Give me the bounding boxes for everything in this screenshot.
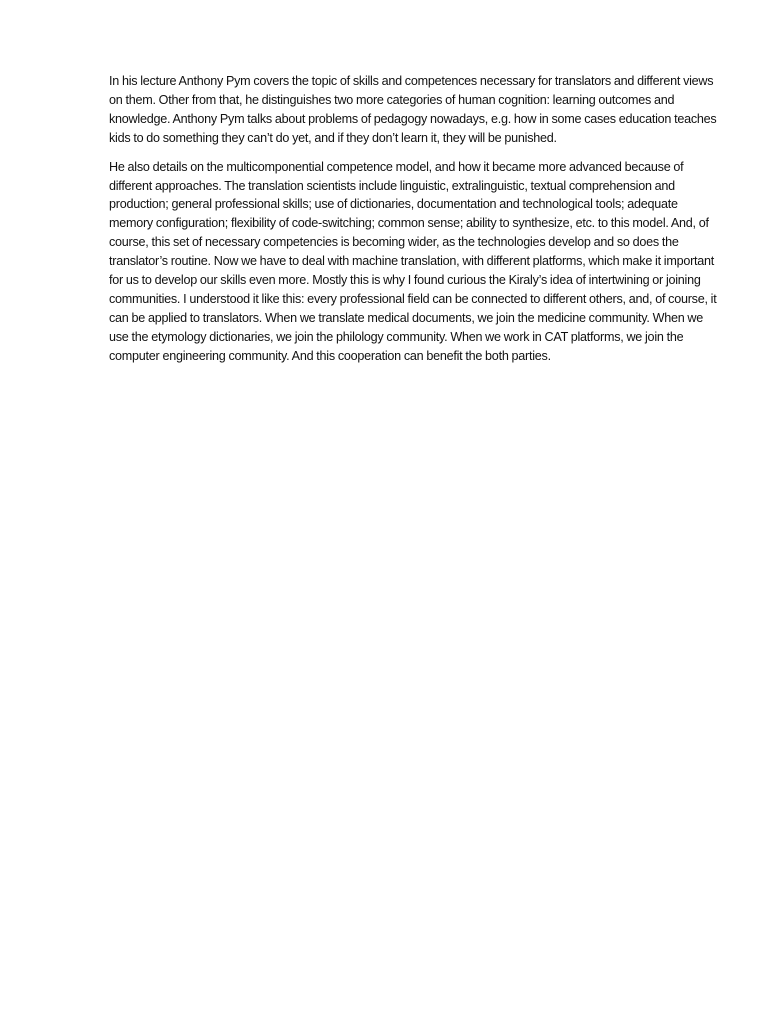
document-body	[109, 72, 717, 376]
paragraph-2: He also details on the multicomponential competence model, and how it became more advanced because of different approaches. The translation scientists include linguistic, extralinguistic, textual comprehension and production; general professional skills; use of dictionaries, documentation and technological tools; adequate memory configuration; flexibility of code-switching; common sense; ability to synthesize, etc. to this model. And, of course, this set of necessary competencies is becoming wider, as the technologies develop and so does the translator’s routine. Now we have to deal with machine translation, with different platforms, which make it important for us to develop our skills even more. Mostly this is why I found curious the Kiraly’s idea of intertwining or joining communities. I understood it like this: every professional field can be connected to different others, and, of course, it can be applied to translators. When we translate medical documents, we join the medicine community. When we use the etymology dictionaries, we join the philology community. When we work in CAT platforms, we join the computer engineering community. And this cooperation can benefit the both parties.	[109, 159, 717, 363]
paragraph-1: In his lecture Anthony Pym covers the topic of skills and competences necessary for translators and different views on them. Other from that, he distinguishes two more categories of human cognition: learning outcomes and knowledge. Anthony Pym talks about problems of pedagogy nowadays, e.g. how in some cases education teaches kids to do something they can’t do yet, and if they don’t learn it, they will be punished.	[109, 74, 717, 145]
